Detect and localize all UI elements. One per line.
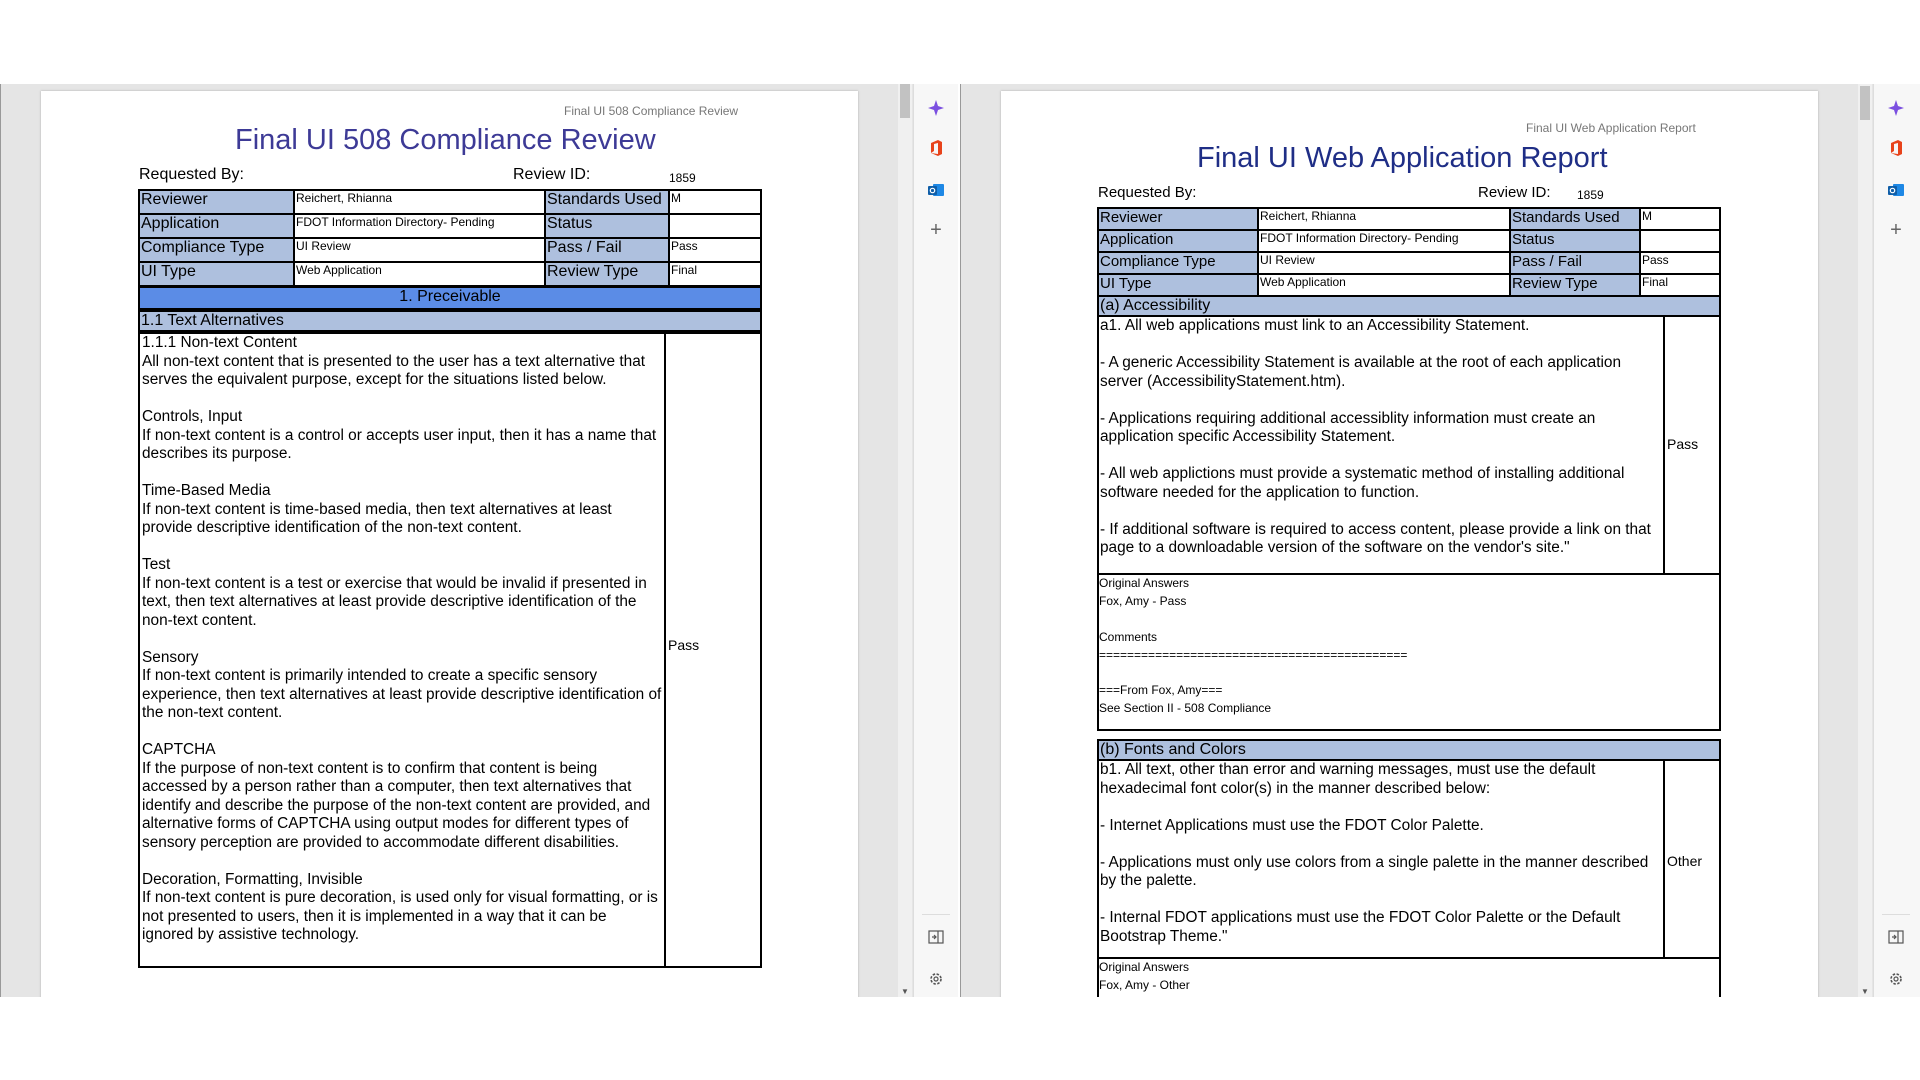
criterion-text: 1.1.1 Non-text Content All non-text content that is presented to the user has a text alternative that serves the equivalent purpose, except for the situations listed below. Controls, Input If non-text content is a control or accepts user input, then it has a name that describes its purpose. Time-Based Media If non-text content is time-based media, then text alternatives at least provide descriptive identification of the non-text content. Test If non-text content is a test or exercise that would be invalid if presented in text, then text alternatives at least provide descriptive identification of the non-text content. Sensory If non-text content is primarily intended to create a specific sensory experience, then text alternatives at least provide descriptive identification of the non-text content. CAPTCHA If the purpose of non-text content is to confirm that content is being accessed by a person rather than a computer, then text alternatives that identify and describe the purpose of the non-text content are provided, and alternative forms of CAPTCHA using output modes for different types of sensory perception are provided to accommodate different disabilities. Decoration, Formatting, Invisible If non-text content is pure decoration, is used only for visual formatting, or is not presented to users, then it is implemented in a way that it can be ignored by assistive technology. (142, 334, 662, 943)
application-label: Application (139, 214, 294, 238)
review-type-label: Review Type (1510, 274, 1640, 296)
left-scrollbar-thumb[interactable] (900, 84, 910, 118)
left-scrollbar[interactable] (898, 84, 912, 997)
application-value: FDOT Information Directory- Pending (294, 214, 545, 238)
fonts-colors-result: Other (1667, 853, 1703, 869)
left-review-id-value: 1859 (669, 171, 696, 185)
section-fonts-colors: (b) Fonts and Colors (1097, 739, 1721, 761)
left-sidebar-rail (913, 84, 958, 997)
compliance-type-label: Compliance Type (139, 238, 294, 262)
add-icon[interactable]: + (1890, 218, 1902, 241)
review-type-value: Final (669, 262, 761, 286)
pass-fail-value: Pass (669, 238, 761, 262)
compliance-type-value: UI Review (1258, 252, 1510, 274)
right-requested-by-label: Requested By: (1098, 184, 1197, 201)
office-icon[interactable] (926, 138, 946, 158)
accessibility-text: a1. All web applications must link to an Accessibility Statement. - A generic Accessibility Statement is available at the root of each application server (AccessibilityStatement.htm). - Applications requiring additional accessiblity information must create an application specific Accessibility Statement. - All web applictions must provide a systematic method of installing additional software needed for the application to function. - If additional software is required to access content, please provide a link on that page to a downloadable version of the software on the vendor's site." (1100, 317, 1651, 556)
standards-value: M (1640, 208, 1720, 230)
right-page-title: Final UI Web Application Report (1197, 142, 1608, 174)
rail-divider (1882, 914, 1910, 915)
ui-type-label: UI Type (139, 262, 294, 286)
left-info-table (138, 189, 762, 287)
criterion-text-cell (138, 332, 666, 968)
accessibility-notes: Original Answers Fox, Amy - Pass Comments ============================================ ===From Fox, Amy=== See Section II - 508 Compliance (1099, 576, 1408, 716)
fonts-colors-notes-cell (1097, 957, 1721, 997)
right-document-pane[interactable] (960, 84, 1874, 997)
settings-icon[interactable] (926, 969, 946, 989)
review-type-label: Review Type (545, 262, 669, 286)
right-sidebar-rail (1873, 84, 1920, 997)
left-document-page (41, 91, 858, 997)
reviewer-label: Reviewer (139, 190, 294, 214)
right-scrollbar-thumb[interactable] (1860, 86, 1870, 120)
right-scrollbar[interactable] (1858, 84, 1872, 997)
reviewer-value: Reichert, Rhianna (1258, 208, 1510, 230)
right-running-header: Final UI Web Application Report (1526, 121, 1696, 135)
application-value: FDOT Information Directory- Pending (1258, 230, 1510, 252)
accessibility-text-cell (1097, 315, 1665, 575)
reviewer-value: Reichert, Rhianna (294, 190, 545, 214)
left-running-header: Final UI 508 Compliance Review (564, 104, 739, 118)
ui-type-value: Web Application (294, 262, 545, 286)
settings-icon[interactable] (1886, 969, 1906, 989)
ui-type-value: Web Application (1258, 274, 1510, 296)
status-label: Status (545, 214, 669, 238)
right-review-id-label: Review ID: (1478, 184, 1551, 201)
outlook-icon[interactable] (926, 180, 946, 200)
sidebar-toggle-icon[interactable] (1886, 927, 1906, 947)
copilot-icon[interactable] (926, 98, 946, 118)
standards-label: Standards Used (1510, 208, 1640, 230)
copilot-icon[interactable] (1886, 98, 1906, 118)
add-icon[interactable]: + (930, 218, 942, 241)
application-label: Application (1098, 230, 1258, 252)
rail-divider (922, 914, 950, 915)
section-accessibility: (a) Accessibility (1097, 295, 1721, 317)
compliance-type-value: UI Review (294, 238, 545, 262)
left-requested-by-label: Requested By: (139, 166, 244, 183)
left-review-id-label: Review ID: (513, 166, 591, 183)
status-label: Status (1510, 230, 1640, 252)
right-review-id-value: 1859 (1577, 188, 1604, 202)
section-band-perceivable: 1. Preceivable (138, 286, 762, 310)
pass-fail-value: Pass (1640, 252, 1720, 274)
pass-fail-label: Pass / Fail (545, 238, 669, 262)
criterion-result: Pass (668, 637, 700, 653)
compliance-type-label: Compliance Type (1098, 252, 1258, 274)
right-scroll-down-icon[interactable]: ▼ (1861, 987, 1869, 996)
sidebar-toggle-icon[interactable] (926, 927, 946, 947)
accessibility-notes-cell (1097, 573, 1721, 731)
fonts-colors-result-cell (1663, 759, 1721, 959)
accessibility-result-cell (1663, 315, 1721, 575)
status-value (669, 214, 761, 238)
status-value (1640, 230, 1720, 252)
subsection-text-alternatives: 1.1 Text Alternatives (138, 310, 762, 332)
reviewer-label: Reviewer (1098, 208, 1258, 230)
outlook-icon[interactable] (1886, 180, 1906, 200)
left-page-title: Final UI 508 Compliance Review (235, 124, 656, 156)
accessibility-result: Pass (1667, 436, 1699, 452)
standards-label: Standards Used (545, 190, 669, 214)
left-document-pane[interactable] (0, 84, 914, 997)
criterion-result-cell (664, 332, 762, 968)
fonts-colors-text-cell (1097, 759, 1665, 959)
right-document-page (1001, 91, 1818, 997)
office-icon[interactable] (1886, 138, 1906, 158)
left-scroll-down-icon[interactable]: ▼ (901, 987, 909, 996)
pass-fail-label: Pass / Fail (1510, 252, 1640, 274)
fonts-colors-text: b1. All text, other than error and warning messages, must use the default hexadecimal font color(s) in the manner described below: - Internet Applications must use the FDOT Color Palette. - Applications must only use colors from a single palette in the manner described by the palette. - Internal FDOT applications must use the FDOT Color Palette or the Default Bootstrap Theme." (1100, 761, 1649, 945)
ui-type-label: UI Type (1098, 274, 1258, 296)
standards-value: M (669, 190, 761, 214)
review-type-value: Final (1640, 274, 1720, 296)
right-info-table (1097, 207, 1721, 297)
fonts-colors-notes: Original Answers Fox, Amy - Other (1099, 960, 1190, 992)
